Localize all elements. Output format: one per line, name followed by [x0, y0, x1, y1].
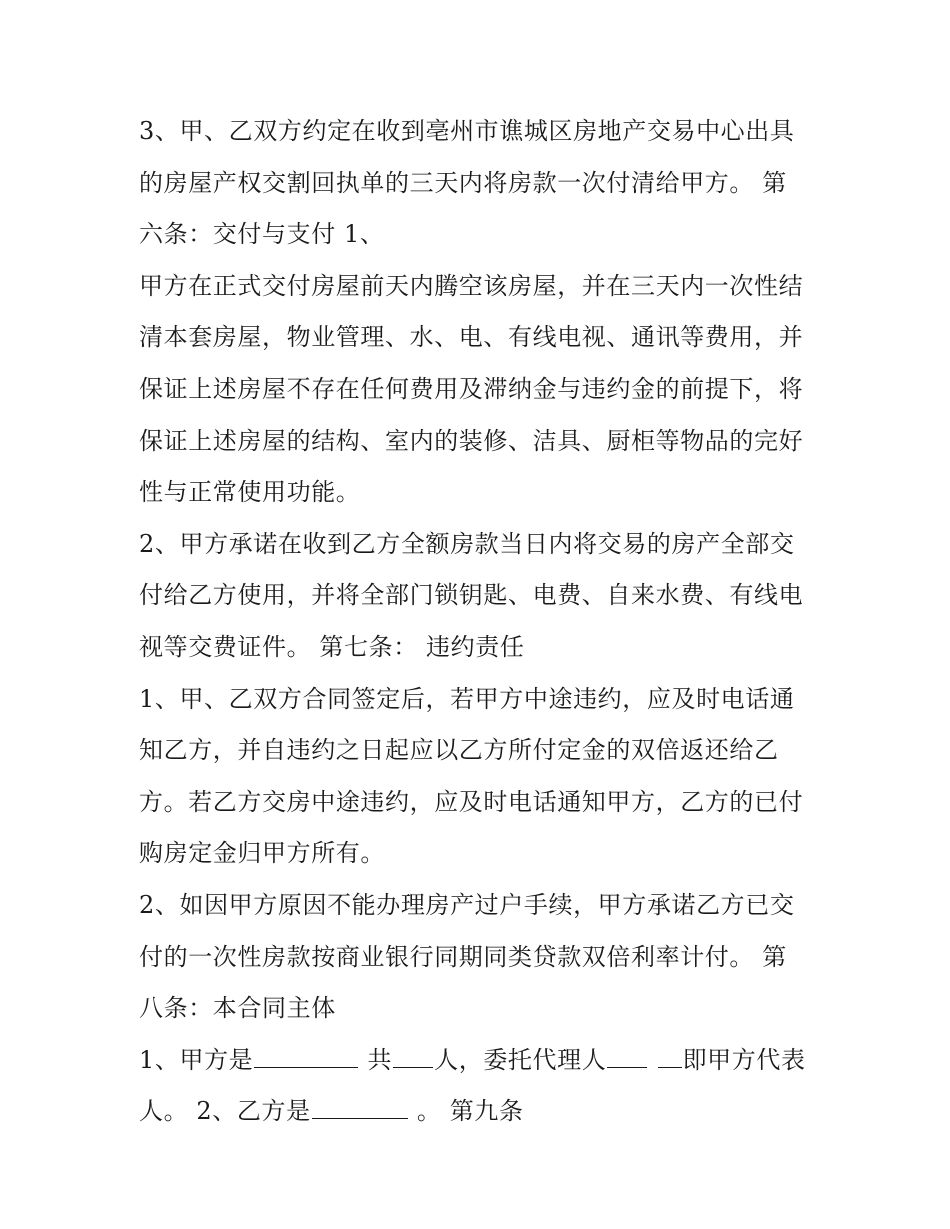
party-a-name-blank [254, 1047, 358, 1068]
party-a-count-label: 共 [359, 1045, 393, 1074]
party-a-label: 1、甲方是 [139, 1045, 254, 1074]
text-line: 甲方在正式交付房屋前天内腾空该房屋，并在三天内一次性结 [139, 271, 804, 300]
text-line: 付的一次性房款按商业银行同期同类贷款双倍利率计付。 第 [139, 942, 787, 971]
text-line: 的房屋产权交割回执单的三天内将房款一次付清给甲方。 第 [139, 168, 787, 197]
text-line: 2、如因甲方原因不能办理房产过户手续，甲方承诺乙方已交 [139, 890, 795, 919]
agent-name-blank-1 [607, 1047, 647, 1068]
text-line: 保证上述房屋的结构、室内的装修、洁具、厨柜等物品的完好 [139, 426, 804, 455]
text-line: 付给乙方使用，并将全部门锁钥匙、电费、自来水费、有线电 [139, 581, 804, 610]
party-a-count-blank [393, 1047, 433, 1068]
text-line: 知乙方，并自违约之日起应以乙方所付定金的双倍返还给乙 [139, 736, 779, 765]
party-b-line [139, 1086, 829, 1138]
text-line: 3、甲、乙双方约定在收到亳州市谯城区房地产交易中心出具 [139, 117, 795, 145]
party-b-name-blank [312, 1098, 408, 1119]
party-b-label: 人。 2、乙方是 [139, 1097, 311, 1126]
party-a-line [139, 1035, 829, 1087]
agent-name-blank-2 [658, 1047, 682, 1068]
text-line: 性与正常使用功能。 [139, 478, 361, 507]
text-line: 1、甲、乙双方合同签定后，若甲方中途违约，应及时电话通 [139, 684, 795, 713]
contract-text [139, 106, 829, 1138]
text-line: 视等交费证件。 第七条： 违约责任 [139, 632, 525, 661]
text-line: 六条：交付与支付 1、 [139, 220, 385, 249]
text-line: 保证上述房屋不存在任何费用及滞纳金与违约金的前提下，将 [139, 374, 804, 403]
text-line: 八条：本合同主体 [139, 994, 336, 1023]
article-nine-label: 。 第九条 [408, 1097, 524, 1126]
party-a-agent-label: 人，委托代理人 [434, 1045, 607, 1074]
party-a-rep-label: 即甲方代表 [682, 1045, 806, 1074]
text-line: 方。若乙方交房中途违约，应及时电话通知甲方，乙方的已付 [139, 787, 804, 816]
text-line: 清本套房屋，物业管理、水、电、有线电视、通讯等费用，并 [139, 323, 804, 352]
text-line: 2、甲方承诺在收到乙方全额房款当日内将交易的房产全部交 [139, 529, 795, 558]
text-line: 购房定金归甲方所有。 [139, 839, 385, 868]
